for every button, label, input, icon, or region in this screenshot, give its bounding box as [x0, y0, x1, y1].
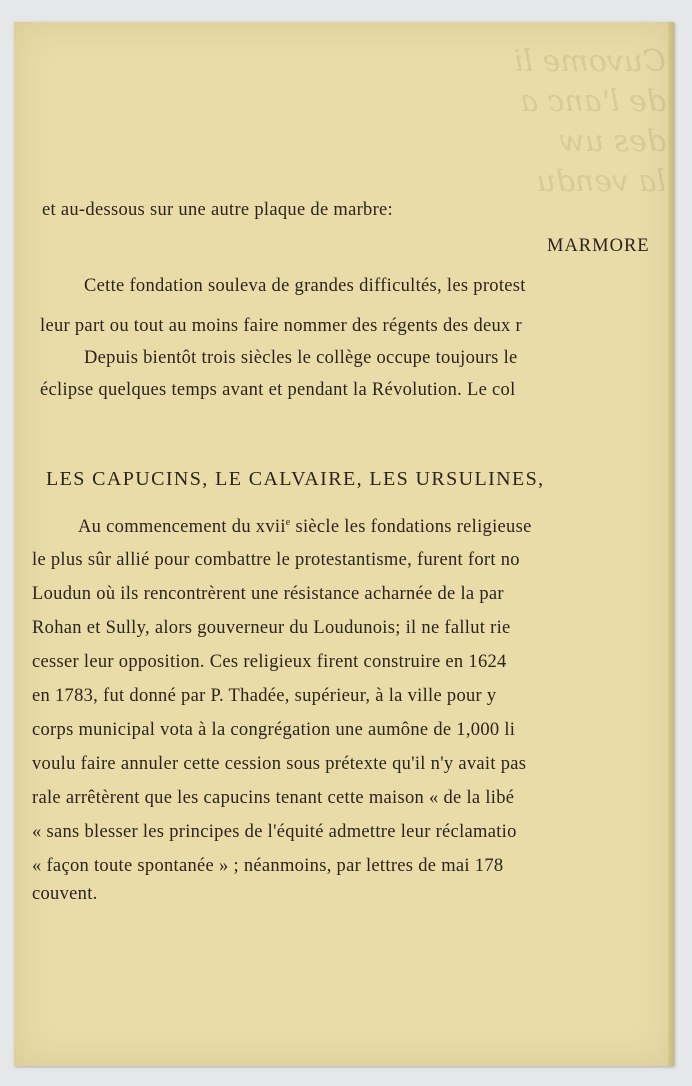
- para2-line-3: Loudun où ils rencontrèrent une résistance acharnée de la par: [32, 584, 504, 604]
- para2-line-1-end: siècle les fondations religieuse: [290, 517, 532, 537]
- document-page: [14, 22, 674, 1066]
- para2-line-1-start: Au commencement du xvii: [78, 517, 286, 537]
- para1-line-1: Cette fondation souleva de grandes difficultés, les protest: [84, 276, 526, 296]
- bleed-through-handwriting: Cuvome li de l'anc a des uw la vendu: [513, 44, 666, 199]
- para2-line-4: Rohan et Sully, alors gouverneur du Loudunois; il ne fallut rie: [32, 618, 511, 638]
- para1-line-3: Depuis bientôt trois siècles le collège occupe toujours le: [84, 348, 518, 368]
- para2-line-2: le plus sûr allié pour combattre le protestantisme, furent fort no: [32, 550, 520, 570]
- para2-line-12: couvent.: [32, 884, 98, 904]
- para1-line-2: leur part ou tout au moins faire nommer des régents des deux r: [40, 316, 522, 336]
- marmore-label: MARMORE: [547, 236, 650, 256]
- para2-line-7: corps municipal vota à la congrégation une aumône de 1,000 li: [32, 720, 516, 740]
- para2-line-1: [78, 517, 532, 538]
- para2-line-10: « sans blesser les principes de l'équité admettre leur réclamatio: [32, 822, 517, 842]
- para2-line-5: cesser leur opposition. Ces religieux firent construire en 1624: [32, 652, 507, 672]
- para2-line-8: voulu faire annuler cette cession sous prétexte qu'il n'y avait pas: [32, 754, 527, 774]
- section-heading: LES CAPUCINS, LE CALVAIRE, LES URSULINES,: [46, 468, 545, 490]
- torn-right-edge: [668, 22, 674, 1066]
- para2-line-11: « façon toute spontanée » ; néanmoins, par lettres de mai 178: [32, 856, 504, 876]
- para1-line-4: éclipse quelques temps avant et pendant la Révolution. Le col: [40, 380, 516, 400]
- century-superscript: e: [285, 517, 291, 528]
- para2-line-9: rale arrêtèrent que les capucins tenant cette maison « de la libé: [32, 788, 515, 808]
- text-area: [14, 22, 669, 1066]
- para2-line-6: en 1783, fut donné par P. Thadée, supérieur, à la ville pour y: [32, 686, 497, 706]
- intro-line: et au-dessous sur une autre plaque de marbre:: [42, 200, 393, 220]
